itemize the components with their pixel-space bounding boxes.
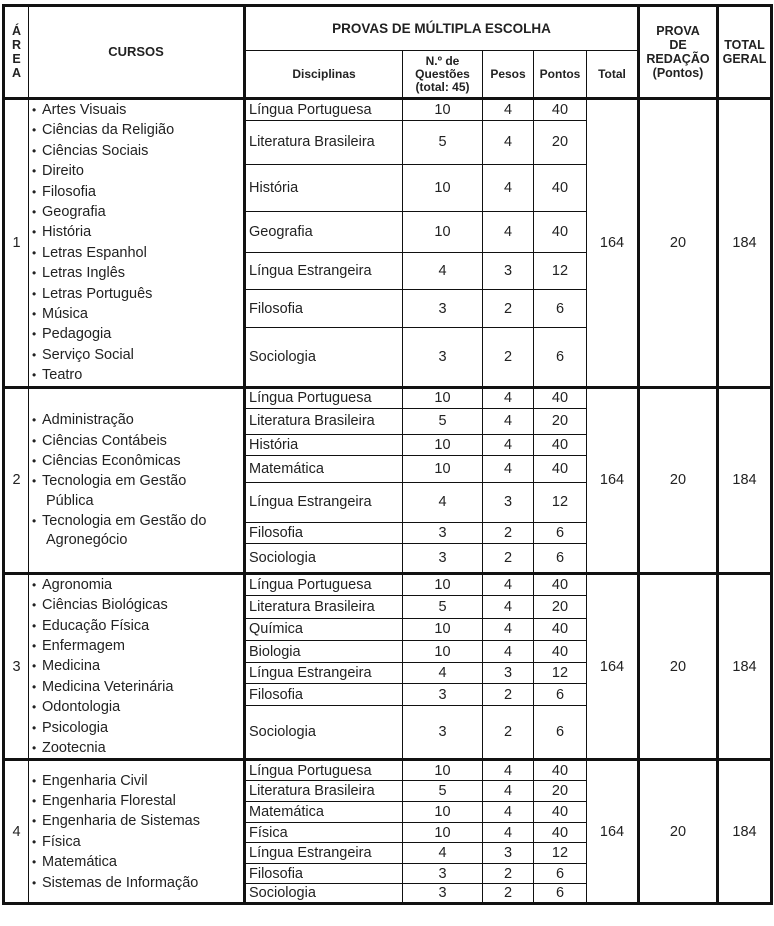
- courses-cell: [29, 99, 245, 388]
- exam-table: [2, 4, 773, 905]
- course-item: • Odontologia: [32, 697, 243, 717]
- pontos-cell: 12: [534, 663, 587, 684]
- course-item: • Letras Espanhol: [32, 243, 243, 263]
- total-geral-cell: 184: [718, 760, 772, 904]
- courses-cell: [29, 387, 245, 573]
- header-questoes-line: Questões: [415, 66, 470, 81]
- total-cell: 164: [587, 760, 639, 904]
- questoes-cell: 10: [403, 802, 483, 823]
- disciplina-cell: Língua Estrangeira: [245, 663, 403, 684]
- questoes-cell: 10: [403, 434, 483, 455]
- disciplina-cell: História: [245, 434, 403, 455]
- course-item: • Filosofia: [32, 182, 243, 202]
- pontos-cell: 20: [534, 595, 587, 618]
- questoes-cell: 3: [403, 884, 483, 904]
- header-total-geral-line: TOTAL: [724, 38, 765, 52]
- redacao-cell: 20: [639, 99, 718, 388]
- area-number: 4: [4, 760, 29, 904]
- pesos-cell: 2: [483, 328, 534, 387]
- pesos-cell: 4: [483, 823, 534, 843]
- disciplina-cell: Filosofia: [245, 864, 403, 884]
- questoes-cell: 4: [403, 843, 483, 864]
- course-item: • Medicina: [32, 656, 243, 676]
- header-pesos: Pesos: [483, 51, 534, 99]
- pontos-cell: 40: [534, 618, 587, 641]
- disciplina-cell: Literatura Brasileira: [245, 595, 403, 618]
- course-item: • Geografia: [32, 202, 243, 222]
- pontos-cell: 40: [534, 434, 587, 455]
- total-cell: 164: [587, 387, 639, 573]
- course-item: • Engenharia de Sistemas: [32, 811, 243, 831]
- course-item-continuation: Pública: [46, 492, 94, 509]
- total-cell: 164: [587, 99, 639, 388]
- exam-table-wrapper: [2, 4, 773, 905]
- questoes-cell: 10: [403, 99, 483, 121]
- pesos-cell: 4: [483, 573, 534, 595]
- header-questoes-line: N.º de: [425, 53, 460, 68]
- pontos-cell: 40: [534, 760, 587, 781]
- total-geral-cell: 184: [718, 573, 772, 760]
- pontos-cell: 40: [534, 99, 587, 121]
- disciplina-cell: Sociologia: [245, 543, 403, 573]
- pontos-cell: 12: [534, 252, 587, 289]
- header-cursos: CURSOS: [29, 6, 245, 99]
- pesos-cell: 4: [483, 802, 534, 823]
- disciplina-cell: Língua Portuguesa: [245, 99, 403, 121]
- courses-cell: [29, 573, 245, 760]
- total-cell: 164: [587, 573, 639, 760]
- questoes-cell: 10: [403, 823, 483, 843]
- pesos-cell: 2: [483, 289, 534, 327]
- disciplina-cell: Matemática: [245, 455, 403, 482]
- course-item: • Física: [32, 832, 243, 852]
- header-area-letter: Á: [11, 24, 22, 38]
- header-area: [4, 6, 29, 99]
- header-redacao-line: PROVA: [656, 24, 700, 38]
- course-item: • Zootecnia: [32, 738, 243, 758]
- questoes-cell: 10: [403, 212, 483, 253]
- pesos-cell: 2: [483, 884, 534, 904]
- questoes-cell: 10: [403, 164, 483, 211]
- course-item: • Administração: [32, 410, 243, 430]
- header-total-geral-line: GERAL: [722, 52, 767, 66]
- course-item: • Matemática: [32, 852, 243, 872]
- table-header: [4, 6, 772, 99]
- pontos-cell: 40: [534, 641, 587, 663]
- pesos-cell: 2: [483, 706, 534, 760]
- pesos-cell: 4: [483, 408, 534, 434]
- course-item: • Tecnologia em Gestão do Agronegócio: [32, 511, 243, 550]
- pesos-cell: 2: [483, 522, 534, 543]
- pesos-cell: 4: [483, 760, 534, 781]
- questoes-cell: 5: [403, 595, 483, 618]
- course-item: • Artes Visuais: [32, 100, 243, 120]
- questoes-cell: 10: [403, 760, 483, 781]
- table-body: [4, 99, 772, 904]
- pesos-cell: 3: [483, 252, 534, 289]
- pontos-cell: 40: [534, 455, 587, 482]
- course-item: • Pedagogia: [32, 324, 243, 344]
- course-item: • História: [32, 222, 243, 242]
- total-geral-cell: 184: [718, 99, 772, 388]
- area-number: 1: [4, 99, 29, 388]
- pesos-cell: 3: [483, 843, 534, 864]
- header-area-letter: R: [11, 38, 22, 52]
- pesos-cell: 4: [483, 781, 534, 802]
- questoes-cell: 4: [403, 252, 483, 289]
- area-number: 3: [4, 573, 29, 760]
- disciplina-cell: Física: [245, 823, 403, 843]
- questoes-cell: 4: [403, 482, 483, 522]
- header-questoes: [403, 51, 483, 99]
- course-item: • Educação Física: [32, 616, 243, 636]
- course-item: • Ciências Contábeis: [32, 431, 243, 451]
- pontos-cell: 20: [534, 408, 587, 434]
- table-row: [4, 573, 772, 595]
- pontos-cell: 40: [534, 823, 587, 843]
- course-item: • Ciências da Religião: [32, 120, 243, 140]
- disciplina-cell: Língua Portuguesa: [245, 387, 403, 408]
- pesos-cell: 4: [483, 641, 534, 663]
- questoes-cell: 5: [403, 120, 483, 164]
- course-item: • Sistemas de Informação: [32, 873, 243, 893]
- course-item: • Direito: [32, 161, 243, 181]
- disciplina-cell: Geografia: [245, 212, 403, 253]
- course-item: • Enfermagem: [32, 636, 243, 656]
- course-item: • Engenharia Civil: [32, 771, 243, 791]
- pontos-cell: 6: [534, 884, 587, 904]
- disciplina-cell: Língua Estrangeira: [245, 843, 403, 864]
- course-item: • Ciências Sociais: [32, 141, 243, 161]
- pontos-cell: 40: [534, 573, 587, 595]
- courses-list: [32, 575, 243, 759]
- header-area-letter: A: [11, 66, 22, 80]
- disciplina-cell: Filosofia: [245, 522, 403, 543]
- pontos-cell: 40: [534, 212, 587, 253]
- pesos-cell: 4: [483, 212, 534, 253]
- questoes-cell: 10: [403, 573, 483, 595]
- area-number: 2: [4, 387, 29, 573]
- header-area-letter: E: [12, 52, 21, 66]
- questoes-cell: 3: [403, 543, 483, 573]
- redacao-cell: 20: [639, 760, 718, 904]
- questoes-cell: 3: [403, 328, 483, 387]
- disciplina-cell: Literatura Brasileira: [245, 408, 403, 434]
- courses-list: [32, 771, 243, 893]
- questoes-cell: 10: [403, 641, 483, 663]
- disciplina-cell: Sociologia: [245, 706, 403, 760]
- disciplina-cell: Biologia: [245, 641, 403, 663]
- pesos-cell: 2: [483, 684, 534, 706]
- disciplina-cell: Literatura Brasileira: [245, 120, 403, 164]
- pontos-cell: 40: [534, 802, 587, 823]
- disciplina-cell: Filosofia: [245, 684, 403, 706]
- pontos-cell: 6: [534, 522, 587, 543]
- table-row: [4, 99, 772, 121]
- pesos-cell: 4: [483, 455, 534, 482]
- pesos-cell: 4: [483, 387, 534, 408]
- questoes-cell: 3: [403, 522, 483, 543]
- questoes-cell: 10: [403, 455, 483, 482]
- disciplina-cell: Filosofia: [245, 289, 403, 327]
- questoes-cell: 10: [403, 618, 483, 641]
- questoes-cell: 10: [403, 387, 483, 408]
- course-item-continuation: Agronegócio: [46, 532, 128, 549]
- course-item: • Psicologia: [32, 718, 243, 738]
- pontos-cell: 40: [534, 387, 587, 408]
- questoes-cell: 4: [403, 663, 483, 684]
- course-item: • Letras Português: [32, 284, 243, 304]
- course-item: • Engenharia Florestal: [32, 791, 243, 811]
- course-item: • Serviço Social: [32, 345, 243, 365]
- pesos-cell: 4: [483, 434, 534, 455]
- pontos-cell: 6: [534, 706, 587, 760]
- questoes-cell: 5: [403, 408, 483, 434]
- redacao-cell: 20: [639, 573, 718, 760]
- pontos-cell: 6: [534, 684, 587, 706]
- pontos-cell: 6: [534, 864, 587, 884]
- disciplina-cell: Literatura Brasileira: [245, 781, 403, 802]
- pesos-cell: 2: [483, 543, 534, 573]
- pontos-cell: 40: [534, 164, 587, 211]
- pesos-cell: 4: [483, 595, 534, 618]
- pesos-cell: 3: [483, 663, 534, 684]
- pontos-cell: 20: [534, 120, 587, 164]
- questoes-cell: 3: [403, 864, 483, 884]
- pesos-cell: 4: [483, 164, 534, 211]
- questoes-cell: 3: [403, 706, 483, 760]
- table-row: [4, 387, 772, 408]
- questoes-cell: 3: [403, 289, 483, 327]
- course-item: • Música: [32, 304, 243, 324]
- pesos-cell: 4: [483, 120, 534, 164]
- header-redacao-line: REDAÇÃO: [646, 52, 710, 66]
- header-redacao-line: DE: [669, 38, 687, 52]
- pontos-cell: 6: [534, 543, 587, 573]
- disciplina-cell: Sociologia: [245, 328, 403, 387]
- disciplina-cell: Língua Portuguesa: [245, 573, 403, 595]
- header-multipla-escolha: PROVAS DE MÚLTIPLA ESCOLHA: [245, 6, 639, 51]
- course-item: • Tecnologia em Gestão Pública: [32, 471, 243, 510]
- pesos-cell: 3: [483, 482, 534, 522]
- disciplina-cell: Língua Estrangeira: [245, 252, 403, 289]
- course-item: • Letras Inglês: [32, 263, 243, 283]
- header-pontos: Pontos: [534, 51, 587, 99]
- pontos-cell: 12: [534, 482, 587, 522]
- questoes-cell: 5: [403, 781, 483, 802]
- courses-list: [32, 100, 243, 386]
- courses-list: [32, 410, 243, 550]
- disciplina-cell: Língua Estrangeira: [245, 482, 403, 522]
- pontos-cell: 12: [534, 843, 587, 864]
- table-row: [4, 760, 772, 781]
- course-item: • Ciências Econômicas: [32, 451, 243, 471]
- header-redacao: [639, 6, 718, 99]
- disciplina-cell: Sociologia: [245, 884, 403, 904]
- pontos-cell: 20: [534, 781, 587, 802]
- pontos-cell: 6: [534, 289, 587, 327]
- disciplina-cell: Química: [245, 618, 403, 641]
- course-item: • Medicina Veterinária: [32, 677, 243, 697]
- header-redacao-line: (Pontos): [652, 66, 704, 80]
- course-item: • Ciências Biológicas: [32, 595, 243, 615]
- redacao-cell: 20: [639, 387, 718, 573]
- pontos-cell: 6: [534, 328, 587, 387]
- pesos-cell: 4: [483, 99, 534, 121]
- header-questoes-line: (total: 45): [415, 79, 470, 94]
- course-item: • Agronomia: [32, 575, 243, 595]
- header-total-geral: [718, 6, 772, 99]
- header-disciplinas: Disciplinas: [245, 51, 403, 99]
- header-total: Total: [587, 51, 639, 99]
- questoes-cell: 3: [403, 684, 483, 706]
- pesos-cell: 2: [483, 864, 534, 884]
- disciplina-cell: Matemática: [245, 802, 403, 823]
- total-geral-cell: 184: [718, 387, 772, 573]
- disciplina-cell: História: [245, 164, 403, 211]
- courses-cell: [29, 760, 245, 904]
- disciplina-cell: Língua Portuguesa: [245, 760, 403, 781]
- course-item: • Teatro: [32, 365, 243, 385]
- pesos-cell: 4: [483, 618, 534, 641]
